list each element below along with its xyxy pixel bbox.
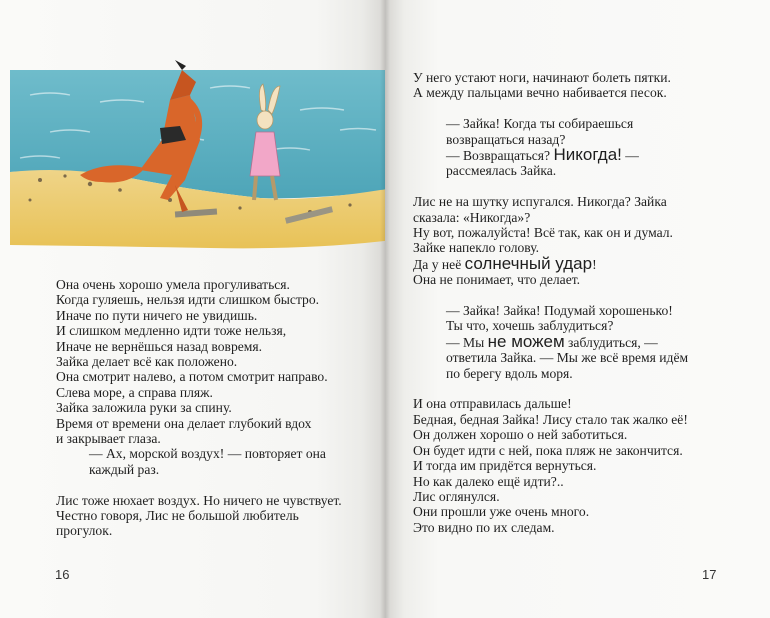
book-gutter [380,0,390,618]
text-line: Лис оглянулся. [413,488,500,504]
sunstroke-pre: Да у неё [413,256,465,272]
dialog-line [413,147,688,163]
dialog-text: — Мы [446,334,488,350]
text-line: Она не понимает, что делает. [413,272,581,288]
text-line: У него устают ноги, начинают болеть пятки. [413,70,671,85]
text-line: прогулок. [56,523,113,539]
text-line: Ну вот, пожалуйста! Всё так, как он и думал. [413,225,673,241]
dialog-line: — Зайка! Зайка! Подумай хорошенько! [446,303,673,319]
text-line: Время от времени она делает глубокий вдох [56,415,312,431]
dialog-line: возвращаться назад? [446,131,566,147]
text-line: Честно говоря, Лис не большой любитель [56,508,299,524]
text-line: сказала: «Никогда»? [413,209,531,225]
text-line: Она смотрит налево, а потом смотрит направо. [56,369,328,385]
sunstroke-post: ! [592,256,597,272]
text-line: Это видно по их следам. [413,519,555,535]
text-line [413,253,688,273]
text-line: и закрывает глаза. [56,431,161,447]
text-line: Но как далеко ещё идти?.. [413,473,564,489]
emphasis-sunstroke: солнечный удар [464,253,593,273]
dialog-line [413,331,688,351]
text-line: Они прошли уже очень много. [413,504,590,520]
text-line: Слева море, а справа пляж. [56,384,213,400]
emphasis-never: Никогда! [553,145,622,165]
text-line: Зайке напекло голову. [413,240,540,256]
beach-illustration [10,40,385,250]
dialog-line: — Зайка! Когда ты собираешься [446,116,634,132]
dialog-line: Ты что, хочешь заблудиться? [446,318,614,334]
text-line: Когда гуляешь, нельзя идти слишком быстро. [56,292,320,308]
emphasis-cannot: не можем [487,331,565,351]
text-line: Иначе по пути ничего не увидишь. [56,307,258,323]
text-line: Он должен хорошо о ней заботиться. [413,427,628,443]
dialog-line: по берегу вдоль моря. [446,365,573,381]
quote-line: каждый раз. [89,461,160,477]
text-line: А между пальцами вечно набивается песок. [413,85,667,101]
page-number-right: 17 [702,567,717,582]
dialog-text: заблудиться, — [564,334,658,350]
text-line: И тогда им придётся вернуться. [413,458,597,474]
text-line: Иначе не вернёшься назад вовремя. [56,338,263,354]
dialog-text: — [621,148,639,164]
text-line: Бедная, бедная Зайка! Лису стало так жалко её! [413,411,688,427]
dialog-line: рассмеялась Зайка. [446,163,557,179]
dialog-text: — Возвращаться? [446,148,554,164]
text-line: И слишком медленно идти тоже нельзя, [56,323,287,339]
right-page-text [413,70,688,535]
text-line: И она отправилась дальше! [413,396,572,412]
dialog-line: ответила Зайка. — Мы же всё время идём [446,350,689,366]
text-line: Лис не на шутку испугался. Никогда? Зайка [413,194,667,210]
left-page-text [56,277,342,539]
text-line: Зайка заложила руки за спину. [56,400,232,416]
text-line: Она очень хорошо умела прогуливаться. [56,277,290,292]
quote-line: — Ах, морской воздух! — повторяет она [89,446,326,462]
text-line: Зайка делает всё как положено. [56,354,238,370]
text-line: Лис тоже нюхает воздух. Но ничего не чувствует. [56,492,342,508]
page-number-left: 16 [55,567,70,582]
text-line: Он будет идти с ней, пока пляж не закончится. [413,442,683,458]
